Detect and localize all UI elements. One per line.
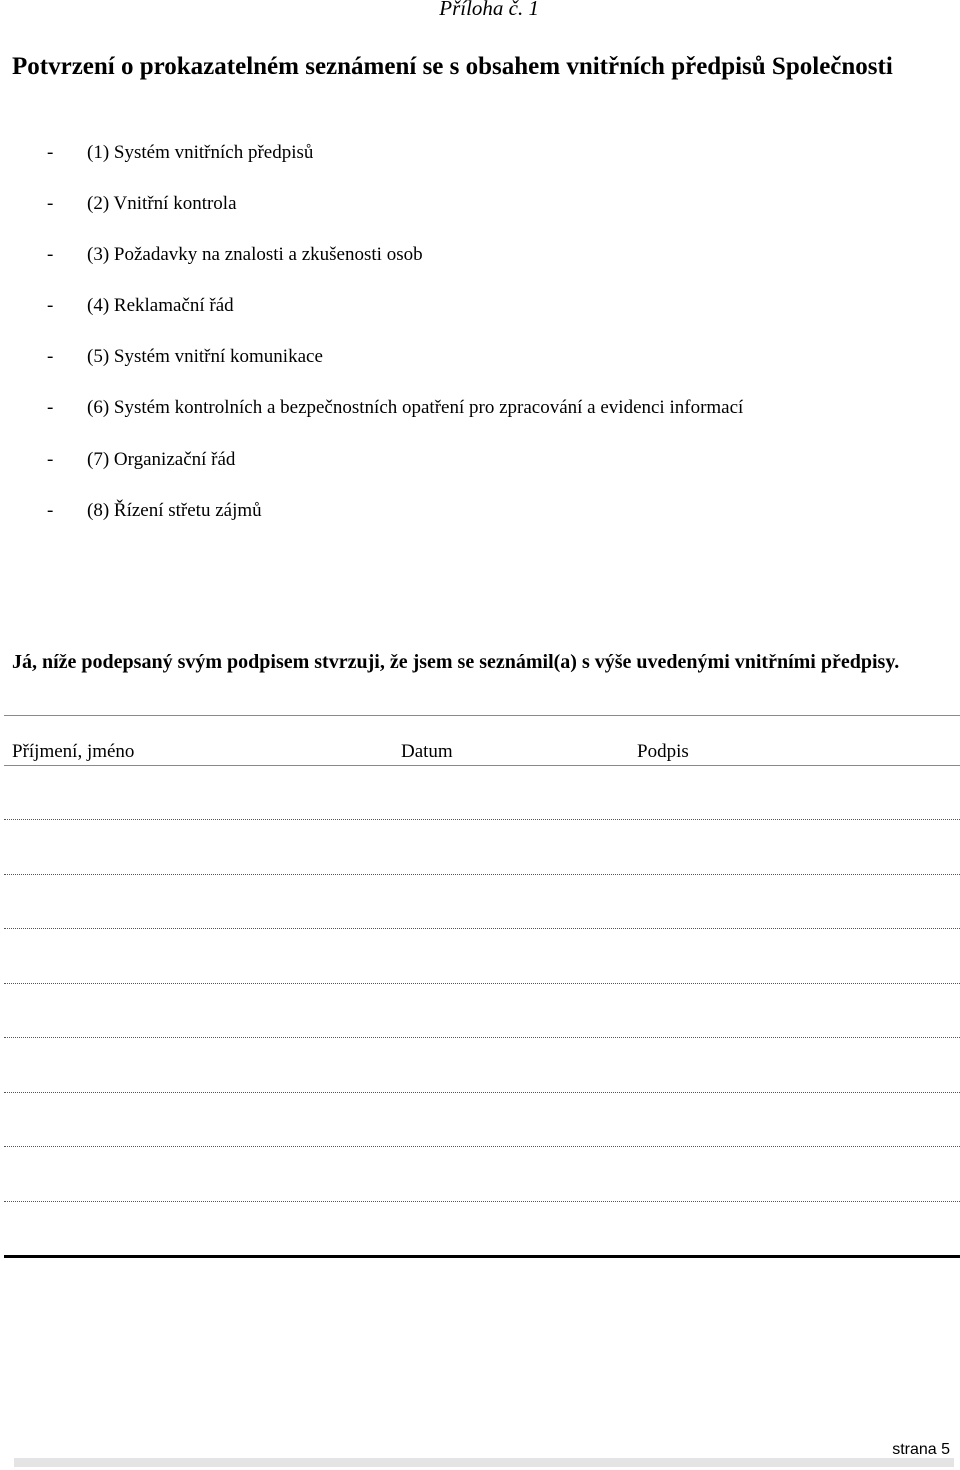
list-item-text: (7) Organizační řád xyxy=(87,448,236,470)
column-header-name: Příjmení, jméno xyxy=(12,741,135,762)
signature-row-line[interactable] xyxy=(4,819,960,820)
list-item-text: (6) Systém kontrolních a bezpečnostních opatření pro zpracování a evidenci informací xyxy=(87,397,744,419)
list-item-text: (8) Řízení střetu zájmů xyxy=(87,499,262,521)
signature-row-line[interactable] xyxy=(4,1037,960,1038)
list-item-text: (4) Reklamační řád xyxy=(87,295,234,317)
signature-row-line[interactable] xyxy=(4,983,960,984)
page-number: strana 5 xyxy=(892,1441,950,1458)
signature-row-line[interactable] xyxy=(4,874,960,875)
column-header-signature: Podpis xyxy=(637,741,689,762)
signature-row-line[interactable] xyxy=(4,1092,960,1093)
table-top-rule xyxy=(4,715,960,716)
signature-row-line[interactable] xyxy=(4,1201,960,1202)
table-bottom-rule xyxy=(4,1255,960,1258)
declaration-text: Já, níže podepsaný svým podpisem stvrzuji, že jsem se seznámil(a) s výše uvedenými vnitřními předpisy. xyxy=(12,651,900,673)
table-header-rule xyxy=(4,765,960,766)
list-item-text: (5) Systém vnitřní komunikace xyxy=(87,346,323,368)
signature-row-line[interactable] xyxy=(4,1146,960,1147)
footer-bar xyxy=(14,1458,954,1467)
signature-row-line[interactable] xyxy=(4,928,960,929)
list-item-text: (2) Vnitřní kontrola xyxy=(87,193,237,215)
document-title: Potvrzení o prokazatelném seznámení se s obsahem vnitřních předpisů Společnosti xyxy=(12,53,893,80)
column-header-date: Datum xyxy=(401,741,453,762)
list-item-text: (1) Systém vnitřních předpisů xyxy=(87,142,314,163)
list-item-text: (3) Požadavky na znalosti a zkušenosti osob xyxy=(87,244,423,266)
annex-label: Příloha č. 1 xyxy=(439,0,539,20)
